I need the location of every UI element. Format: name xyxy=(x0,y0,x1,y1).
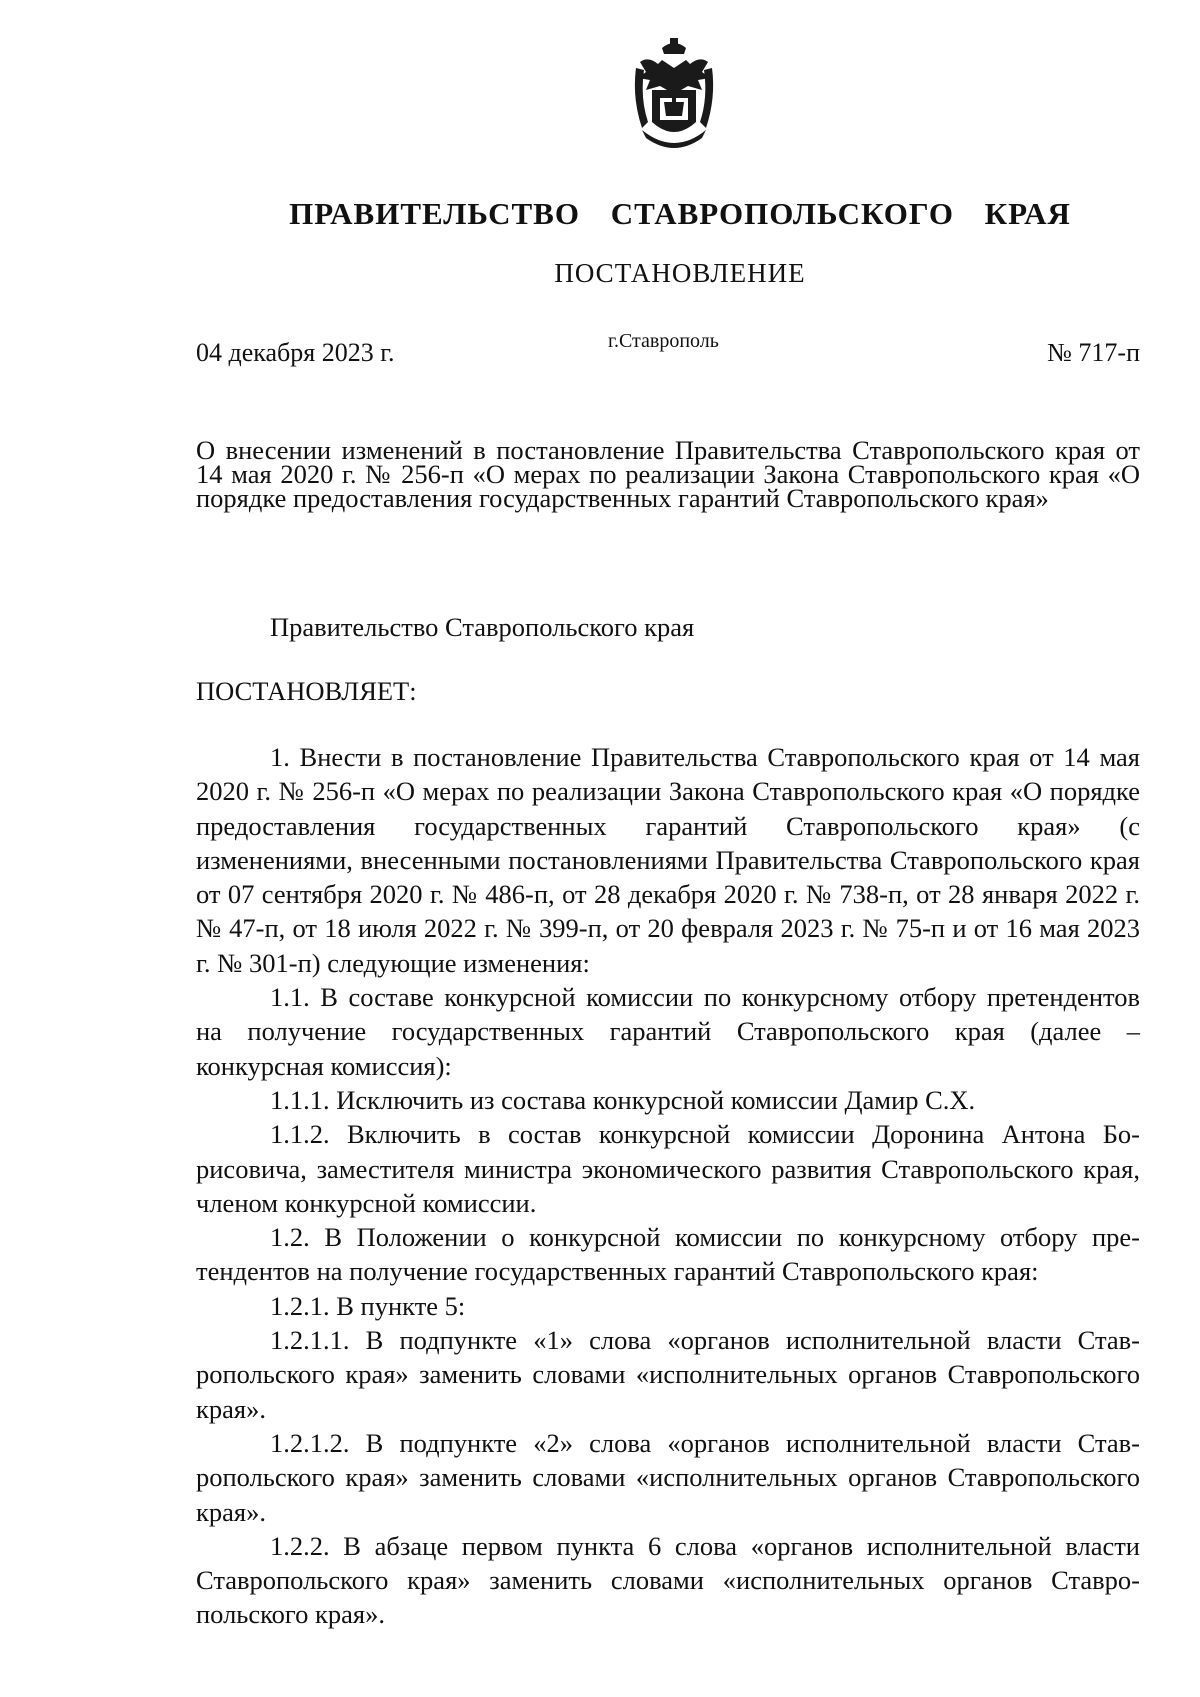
document-city: г.Ставрополь xyxy=(608,330,719,352)
document-date: 04 декабря 2023 г. xyxy=(196,338,395,367)
paragraph-1-2-1-2: 1.2.1.2. В подпункте «2» слова «органов исполнительной власти Ставропольского края» заменить словами «исполнительных органов Ставропольского края». xyxy=(196,1427,1140,1527)
paragraph-1-2-2: 1.2.2. В абзаце первом пункта 6 слова «органов исполнительной власти Ставропольского края» заменить словами «исполнительных органов Ставропольского края». xyxy=(196,1530,1140,1630)
document-subject: О внесении изменений в постановление Правительства Ставропольского края от 14 мая 2020 г. № 256-п «О мерах по реализации Закона Ставропольского края «О порядке предоставления государственных гарантий Ставропольского края» xyxy=(196,435,1140,513)
paragraph-1-2-1: 1.2.1. В пункте 5: xyxy=(270,1290,466,1321)
document-body xyxy=(196,740,1140,1632)
paragraph-1-1-2: 1.1.2. Включить в состав конкурсной комиссии Доронина Антона Борисовича, заместителя министра экономического развития Ставропольского края, членом конкурсной комиссии. xyxy=(196,1119,1140,1218)
government-name: Правительство Ставропольского края xyxy=(270,612,695,642)
document-type: ПОСТАНОВЛЕНИЕ xyxy=(554,258,806,288)
paragraph-1-1: 1.1. В составе конкурсной комиссии по конкурсному отбору претендентов на получение государственных гарантий Ставропольского края (далее – конкурсная комиссия): xyxy=(196,982,1140,1081)
government-title: ПРАВИТЕЛЬСТВО СТАВРОПОЛЬСКОГО КРАЯ xyxy=(289,196,1071,231)
document-number: № 717-п xyxy=(1047,338,1140,367)
paragraph-1-2: 1.2. В Положении о конкурсной комиссии по конкурсному отбору претендентов на получение государственных гарантий Ставропольского края: xyxy=(196,1222,1140,1287)
paragraph-1-1-1: 1.1.1. Исключить из состава конкурсной комиссии Дамир С.Х. xyxy=(270,1084,976,1115)
coat-of-arms-emblem xyxy=(632,38,716,152)
resolves-heading: ПОСТАНОВЛЯЕТ: xyxy=(196,676,417,706)
paragraph-1: 1. Внести в постановление Правительства Ставропольского края от 14 мая 2020 г. № 256-п «О мерах по реализации Закона Ставропольского края «О порядке предоставления государственных гарантий Ставропольского края» (с изменениями, внесенными постановлениями Правительства Ставропольского края от 07 сентября 2020 г. № 486-п, от 28 декабря 2020 г. № 738-п, от 28 января 2022 г. № 47-п, от 18 июля 2022 г. № 399-п, от 20 февраля 2023 г. № 75-п и от 16 мая 2023 г. № 301-п) следующие изменения: xyxy=(196,742,1140,978)
paragraph-1-2-1-1: 1.2.1.1. В подпункте «1» слова «органов исполнительной власти Ставропольского края» заменить словами «исполнительных органов Ставропольского края». xyxy=(196,1325,1140,1424)
